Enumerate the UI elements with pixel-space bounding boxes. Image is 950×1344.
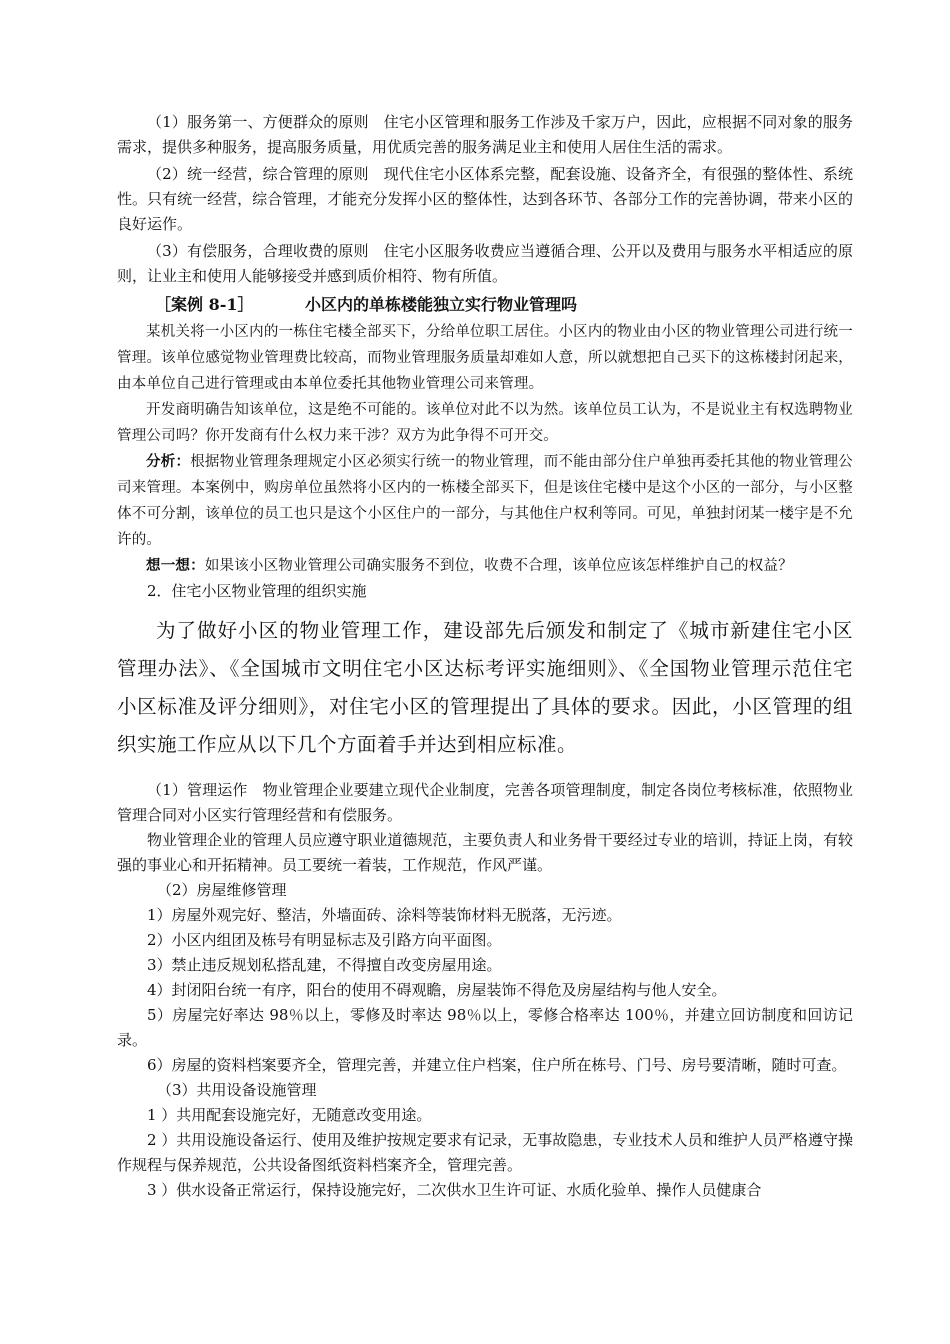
list-item: 6）房屋的资料档案要齐全，管理完善，并建立住户档案，住户所在栋号、门号、房号要清晰，随时可查。: [147, 1056, 847, 1074]
think-label: 想一想：: [146, 557, 205, 574]
analysis-text: 根据物业管理条理规定小区必须实行统一的物业管理，而不能由部分住户单独再委托其他的物业管理公司来管理。本案例中，购房单位虽然将小区内的一栋楼全部买下，但是该住宅楼中是这个小区的一部分，与小区整体不可分割，该单位的员工也只是这个小区住户的一部分，与其他住户权利等同。可见，单独封闭某一楼宇是不允许的。: [117, 454, 854, 548]
case-analysis: [117, 449, 853, 553]
list-item: 3）禁止违反规划私搭乱建，不得擅自改变房屋用途。: [147, 956, 502, 974]
section-heading: 2．住宅小区物业管理的组织实施: [147, 582, 367, 600]
subheading-shared-facilities: （3）共用设备设施管理: [157, 1081, 317, 1099]
paragraph-principle-3: （3）有偿服务，合理收费的原则 住宅小区服务收费应当遵循合理、公开以及费用与服务水平相适应的原则，让业主和使用人能够接受并感到质价相符、物有所值。: [117, 242, 853, 285]
list-item: 5）房屋完好率达 98％以上，零修及时率达 98％以上，零修合格率达 100％，并建立回访制度和回访记录。: [117, 1006, 853, 1049]
list-item: 4）封闭阳台统一有序，阳台的使用不碍观瞻，房屋装饰不得危及房屋结构与他人安全。: [147, 981, 727, 999]
section-intro: 为了做好小区的物业管理工作，建设部先后颁发和制定了《城市新建住宅小区管理办法》、《全国城市文明住宅小区达标考评实施细则》、《全国物业管理示范住宅小区标准及评分细则》，对住宅小区的管理提出了具体的要求。因此，小区管理的组织实施工作应从以下几个方面着手并达到相应标准。: [117, 619, 853, 756]
case-heading: [117, 291, 853, 319]
paragraph-principle-2: （2）统一经营，综合管理的原则 现代住宅小区体系完整，配套设施、设备齐全，有很强的整体性、系统性。只有统一经营，综合管理，才能充分发挥小区的整体性，达到各环节、各部分工作的完善协调，带来小区的良好运作。: [117, 165, 853, 233]
paragraph-principle-1: （1）服务第一、方便群众的原则 住宅小区管理和服务工作涉及千家万户，因此，应根据不同对象的服务需求，提供多种服务，提高服务质量，用优质完善的服务满足业主和使用人居住生活的需求。: [117, 113, 853, 156]
list-item: 3 ）供水设备正常运行，保持设施完好，二次供水卫生许可证、水质化验单、操作人员健康合: [147, 1181, 762, 1199]
document-page: [117, 110, 853, 1203]
list-item: 1）房屋外观完好、整洁，外墙面砖、涂料等装饰材料无脱落，无污迹。: [147, 906, 622, 924]
management-operation-2: 物业管理企业的管理人员应遵守职业道德规范，主要负责人和业务骨干要经过专业的培训，持证上岗，有较强的事业心和开拓精神。员工要统一着装，工作规范，作风严谨。: [117, 831, 853, 874]
list-item: 1 ）共用配套设施完好，无随意改变用途。: [147, 1106, 432, 1124]
case-title: 小区内的单栋楼能独立实行物业管理吗: [305, 295, 578, 314]
case-think: [117, 553, 853, 579]
think-text: 如果该小区物业管理公司确实服务不到位，收费不合理，该单位应该怎样维护自己的权益？: [204, 558, 793, 574]
list-item: 2 ）共用设施设备运行、使用及维护按规定要求有记录，无事故隐患，专业技术人员和维护人员严格遵守操作规程与保养规范，公共设备图纸资料档案齐全，管理完善。: [117, 1131, 853, 1174]
case-label: ［案例 8-1］: [155, 295, 254, 314]
management-operation-1: （1）管理运作 物业管理企业要建立现代企业制度，完善各项管理制度，制定各岗位考核标准，依照物业管理合同对小区实行管理经营和有偿服务。: [117, 781, 853, 824]
subheading-house-maintenance: （2）房屋维修管理: [157, 881, 287, 899]
case-body-1: 某机关将一小区内的一栋住宅楼全部买下，分给单位职工居住。小区内的物业由小区的物业管理公司进行统一管理。该单位感觉物业管理费比较高，而物业管理服务质量却难如人意，所以就想把自己买下的这栋楼封闭起来，由本单位自己进行管理或由本单位委托其他物业管理公司来管理。: [117, 324, 853, 392]
list-item: 2）小区内组团及栋号有明显标志及引路方向平面图。: [147, 931, 502, 949]
case-body-2: 开发商明确告知该单位，这是绝不可能的。该单位对此不以为然。该单位员工认为，不是说业主有权选聘物业管理公司吗？你开发商有什么权力来干涉？双方为此争得不可开交。: [117, 402, 853, 444]
analysis-label: 分析：: [146, 453, 191, 470]
